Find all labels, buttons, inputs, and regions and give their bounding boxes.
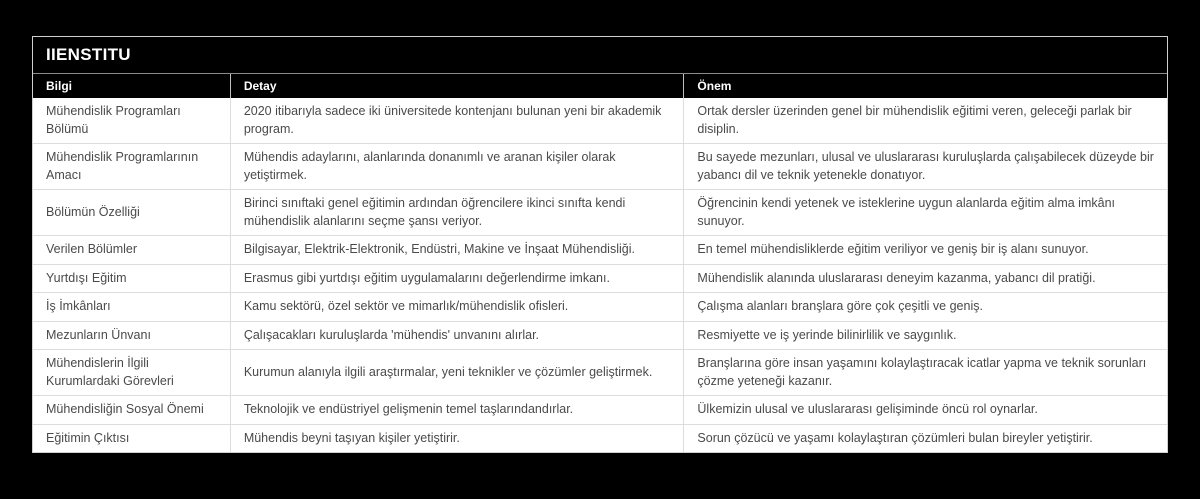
cell-onem: Bu sayede mezunları, ulusal ve uluslararası kuruluşlarda çalışabilecek düzeyde bir yabancı dil ve teknik yetenekle donatıyor. [684, 144, 1167, 190]
table-body [33, 98, 1167, 452]
table-title: IIENSTITU [33, 37, 1167, 74]
cell-onem: Sorun çözücü ve yaşamı kolaylaştıran çözümleri bulan bireyler yetiştirir. [684, 424, 1167, 452]
column-header-bilgi: Bilgi [33, 74, 230, 98]
cell-bilgi: Mühendislik Programları Bölümü [33, 98, 230, 144]
table-row [33, 264, 1167, 293]
cell-onem: En temel mühendisliklerde eğitim veriliyor ve geniş bir iş alanı sunuyor. [684, 236, 1167, 265]
cell-bilgi: Bölümün Özelliği [33, 190, 230, 236]
table-row [33, 190, 1167, 236]
table-row [33, 236, 1167, 265]
cell-bilgi: Eğitimin Çıktısı [33, 424, 230, 452]
info-table-card [32, 36, 1168, 453]
cell-detay: Birinci sınıftaki genel eğitimin ardından öğrencilere ikinci sınıfta kendi mühendislik alanlarını seçme şansı veriyor. [230, 190, 684, 236]
cell-bilgi: Mühendisliğin Sosyal Önemi [33, 396, 230, 425]
cell-detay: Kamu sektörü, özel sektör ve mimarlık/mühendislik ofisleri. [230, 293, 684, 322]
table-row [33, 396, 1167, 425]
table-row [33, 293, 1167, 322]
cell-detay: Mühendis beyni taşıyan kişiler yetiştirir. [230, 424, 684, 452]
cell-bilgi: Mühendislerin İlgili Kurumlardaki Görevleri [33, 350, 230, 396]
cell-onem: Ülkemizin ulusal ve uluslararası gelişiminde öncü rol oynarlar. [684, 396, 1167, 425]
table-row [33, 321, 1167, 350]
cell-detay: Mühendis adaylarını, alanlarında donanımlı ve aranan kişiler olarak yetiştirmek. [230, 144, 684, 190]
cell-onem: Öğrencinin kendi yetenek ve isteklerine uygun alanlarda eğitim alma imkânı sunuyor. [684, 190, 1167, 236]
column-header-detay: Detay [230, 74, 684, 98]
cell-bilgi: İş İmkânları [33, 293, 230, 322]
table-header [33, 74, 1167, 98]
table-row [33, 350, 1167, 396]
table-row [33, 98, 1167, 144]
column-header-onem: Önem [684, 74, 1167, 98]
cell-detay: Kurumun alanıyla ilgili araştırmalar, yeni teknikler ve çözümler geliştirmek. [230, 350, 684, 396]
table-row [33, 424, 1167, 452]
cell-detay: Teknolojik ve endüstriyel gelişmenin temel taşlarındandırlar. [230, 396, 684, 425]
cell-onem: Çalışma alanları branşlara göre çok çeşitli ve geniş. [684, 293, 1167, 322]
cell-bilgi: Yurtdışı Eğitim [33, 264, 230, 293]
cell-onem: Branşlarına göre insan yaşamını kolaylaştıracak icatlar yapma ve teknik sorunları çözme yeteneği kazanır. [684, 350, 1167, 396]
cell-bilgi: Mezunların Ünvanı [33, 321, 230, 350]
cell-detay: Bilgisayar, Elektrik-Elektronik, Endüstri, Makine ve İnşaat Mühendisliği. [230, 236, 684, 265]
cell-onem: Ortak dersler üzerinden genel bir mühendislik eğitimi veren, geleceği parlak bir disiplin. [684, 98, 1167, 144]
cell-bilgi: Verilen Bölümler [33, 236, 230, 265]
table-row [33, 144, 1167, 190]
cell-detay: Erasmus gibi yurtdışı eğitim uygulamalarını değerlendirme imkanı. [230, 264, 684, 293]
info-table [33, 74, 1167, 452]
cell-onem: Mühendislik alanında uluslararası deneyim kazanma, yabancı dil pratiği. [684, 264, 1167, 293]
cell-bilgi: Mühendislik Programlarının Amacı [33, 144, 230, 190]
header-row [33, 74, 1167, 98]
cell-detay: Çalışacakları kuruluşlarda 'mühendis' unvanını alırlar. [230, 321, 684, 350]
cell-onem: Resmiyette ve iş yerinde bilinirlilik ve saygınlık. [684, 321, 1167, 350]
cell-detay: 2020 itibarıyla sadece iki üniversitede kontenjanı bulunan yeni bir akademik program. [230, 98, 684, 144]
page [0, 36, 1200, 499]
